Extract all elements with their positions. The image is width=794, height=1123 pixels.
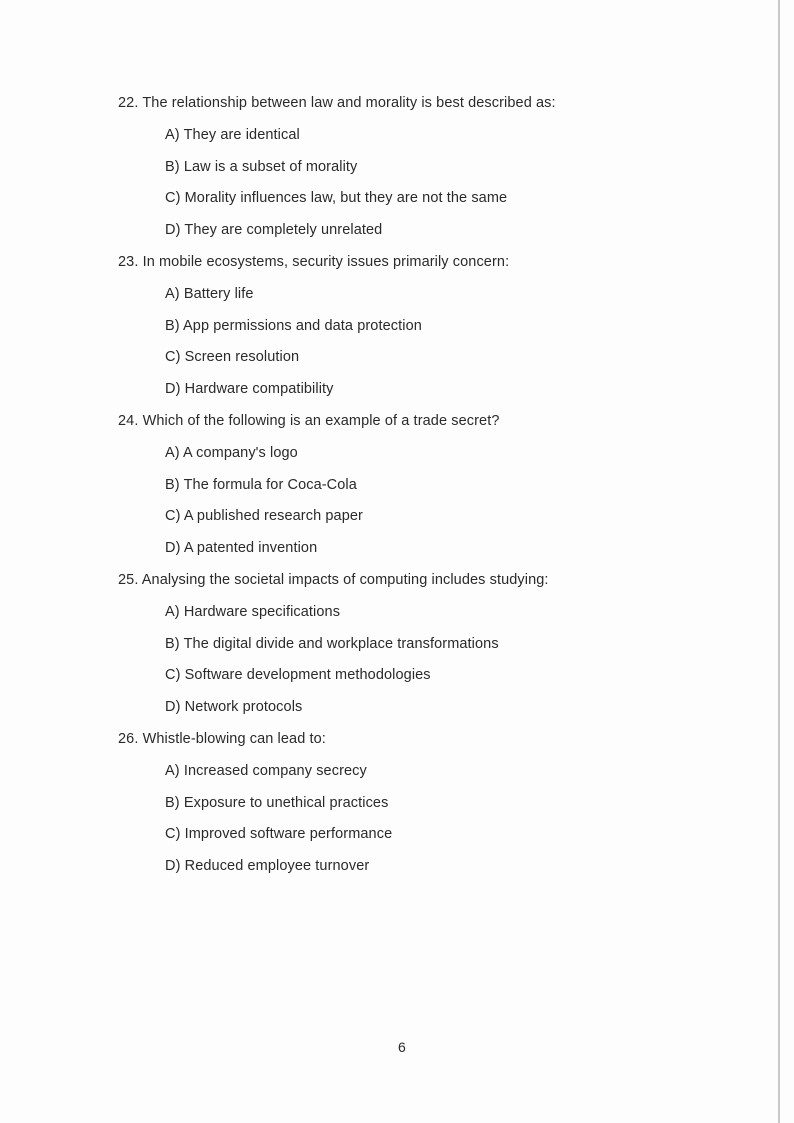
answer-option: A) They are identical bbox=[165, 126, 300, 143]
answer-option: D) Network protocols bbox=[165, 699, 303, 716]
question-text: 25. Analysing the societal impacts of computing includes studying: bbox=[118, 572, 549, 588]
answer-option: D) They are completely unrelated bbox=[165, 222, 383, 239]
answer-option: C) Screen resolution bbox=[165, 349, 300, 366]
answer-option: B) App permissions and data protection bbox=[165, 317, 422, 334]
answer-option: C) Improved software performance bbox=[165, 826, 393, 843]
answer-option: A) Battery life bbox=[165, 285, 254, 302]
answer-option: D) Reduced employee turnover bbox=[165, 858, 370, 875]
answer-option: D) A patented invention bbox=[165, 540, 318, 557]
answer-option: B) Law is a subset of morality bbox=[165, 158, 358, 175]
question-text: 26. Whistle-blowing can lead to: bbox=[118, 731, 326, 747]
question-text: 24. Which of the following is an example of a trade secret? bbox=[118, 413, 500, 429]
answer-option: D) Hardware compatibility bbox=[165, 381, 334, 398]
page-number: 6 bbox=[398, 1039, 406, 1055]
answer-option: C) A published research paper bbox=[165, 508, 363, 525]
answer-option: A) Hardware specifications bbox=[165, 603, 341, 620]
answer-option: B) The digital divide and workplace transformations bbox=[165, 635, 499, 652]
answer-option: A) A company's logo bbox=[165, 444, 298, 461]
scan-edge bbox=[778, 0, 780, 1123]
answer-option: B) The formula for Coca-Cola bbox=[165, 476, 357, 493]
answer-option: C) Morality influences law, but they are not the same bbox=[165, 190, 508, 207]
answer-option: C) Software development methodologies bbox=[165, 667, 431, 684]
answer-option: B) Exposure to unethical practices bbox=[165, 794, 389, 811]
answer-option: A) Increased company secrecy bbox=[165, 762, 367, 779]
question-text: 23. In mobile ecosystems, security issues primarily concern: bbox=[118, 254, 510, 270]
question-text: 22. The relationship between law and morality is best described as: bbox=[118, 95, 556, 111]
